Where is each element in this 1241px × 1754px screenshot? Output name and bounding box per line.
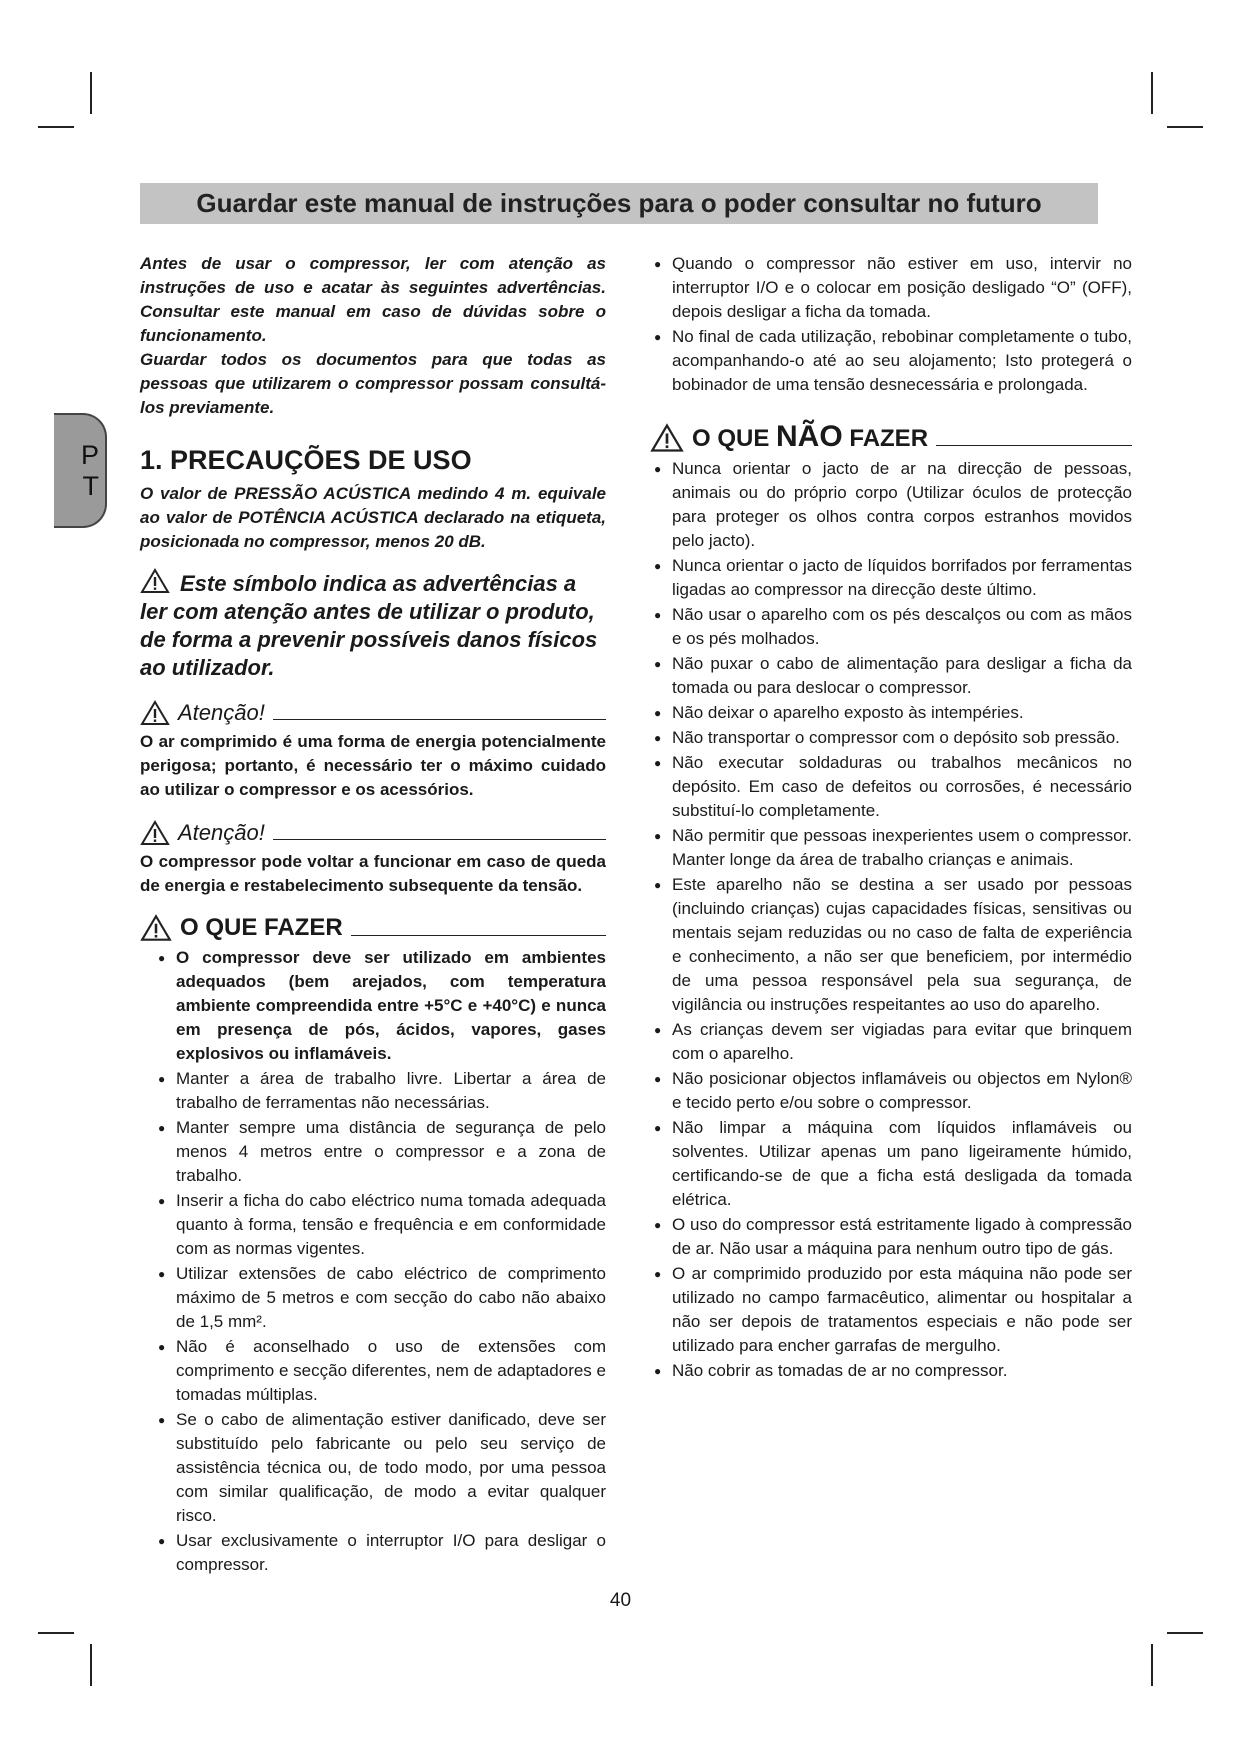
symbol-explanation-text: Este símbolo indica as advertências a ler com atenção antes de utilizar o produto, de forma a prevenir possíveis danos físicos ao utilizador.	[140, 571, 598, 680]
language-tab	[54, 413, 107, 528]
warning-triangle-icon	[140, 700, 170, 726]
attention-text: O ar comprimido é uma forma de energia potencialmente perigosa; portanto, é necessário ter o máximo cuidado ao utilizar o compressor e os acessórios.	[140, 732, 606, 799]
do-heading	[140, 914, 606, 942]
title-banner: Guardar este manual de instruções para o poder consultar no futuro	[140, 183, 1098, 224]
heading-rule	[351, 935, 606, 936]
crop-mark	[90, 1644, 92, 1686]
dont-title-part: FAZER	[842, 425, 929, 452]
crop-mark	[1167, 1632, 1203, 1634]
do-list	[140, 946, 606, 1577]
symbol-explanation	[140, 568, 606, 682]
dont-heading	[650, 420, 1132, 453]
attention-heading	[140, 700, 606, 726]
attention-text: O compressor pode voltar a funcionar em caso de queda de energia e restabelecimento subsequente da tensão.	[140, 852, 606, 895]
list-item: ● Não é aconselhado o uso de extensões com comprimento e secção diferentes, nem de adaptadores e tomadas múltiplas.	[154, 1335, 606, 1407]
list-item: ● Manter a área de trabalho livre. Libertar a área de trabalho de ferramentas não necessárias.	[154, 1067, 606, 1115]
warning-triangle-icon	[140, 568, 170, 594]
dont-title-emphasis: NÃO	[776, 420, 843, 453]
list-item: ● Inserir a ficha do cabo eléctrico numa tomada adequada quanto à forma, tensão e frequência e em conformidade com as normas vigentes.	[154, 1189, 606, 1261]
heading-rule	[936, 445, 1132, 446]
intro-text: Antes de usar o compressor, ler com atenção as instruções de uso e acatar às seguintes advertências. Consultar este manual em caso de dúvidas sobre o funcionamento.	[140, 254, 606, 345]
crop-mark	[1151, 1644, 1153, 1686]
section-title: 1. PRECAUÇÕES DE USO	[140, 445, 472, 475]
list-item: ● Nunca orientar o jacto de ar na direcção de pessoas, animais ou do próprio corpo (Utilizar óculos de protecção para proteger os olhos contra corpos estranhos movidos pelo jacto).	[650, 457, 1132, 553]
right-column	[650, 252, 1132, 1384]
list-item: ● Não posicionar objectos inflamáveis ou objectos em Nylon® e tecido perto e/ou sobre o compressor.	[650, 1067, 1132, 1115]
list-item: ● O compressor deve ser utilizado em ambientes adequados (bem arejados, com temperatura ambiente compreendida entre +5°C e +40°C) e nunca em presença de pós, ácidos, vapores, gases explosivos ou inflamáveis.	[154, 946, 606, 1066]
dont-title	[692, 420, 929, 453]
list-item: ● As crianças devem ser vigiadas para evitar que brinquem com o aparelho.	[650, 1018, 1132, 1066]
list-item: ● O uso do compressor está estritamente ligado à compressão de ar. Não usar a máquina para nenhum outro tipo de gás.	[650, 1213, 1132, 1261]
list-item: ● Não permitir que pessoas inexperientes usem o compressor. Manter longe da área de trabalho crianças e animais.	[650, 824, 1132, 872]
dont-list	[650, 457, 1132, 1383]
crop-mark	[1167, 126, 1203, 128]
list-item: ● No final de cada utilização, rebobinar completamente o tubo, acompanhando-o até ao seu alojamento; Isto protegerá o bobinador de uma tensão desnecessária e prolongada.	[650, 325, 1132, 397]
list-item: ● Utilizar extensões de cabo eléctrico de comprimento máximo de 5 metros e com secção do cabo não abaixo de 1,5 mm².	[154, 1262, 606, 1334]
list-item: ● Este aparelho não se destina a ser usado por pessoas (incluindo crianças) cujas capacidades físicas, sensitivas ou mentais sejam reduzidas ou no caso de falta de experiência e conhecimento, a não ser que beneficiem, por intermédio de uma pessoa responsável pela sua segurança, de vigilância ou instruções respeitantes ao uso do aparelho.	[650, 873, 1132, 1017]
list-item: ● Não limpar a máquina com líquidos inflamáveis ou solventes. Utilizar apenas um pano ligeiramente húmido, certificando-se de que a ficha está desligada da tomada elétrica.	[650, 1116, 1132, 1212]
list-item: ● Não cobrir as tomadas de ar no compressor.	[650, 1359, 1132, 1383]
language-tab-letter: P	[80, 440, 99, 471]
list-item: ● Nunca orientar o jacto de líquidos borrifados por ferramentas ligadas ao compressor na direcção deste último.	[650, 554, 1132, 602]
list-item: ● Não puxar o cabo de alimentação para desligar a ficha da tomada ou para deslocar o compressor.	[650, 652, 1132, 700]
acoustic-note: O valor de PRESSÃO ACÚSTICA medindo 4 m. equivale ao valor de POTÊNCIA ACÚSTICA declarado na etiqueta, posicionada no compressor, menos 20 dB.	[140, 484, 606, 551]
attention-heading	[140, 820, 606, 846]
intro-text-2: Guardar todos os documentos para que todas as pessoas que utilizarem o compressor possam consultá-los previamente.	[140, 350, 606, 417]
dont-title-part: O QUE	[692, 425, 777, 452]
crop-mark	[90, 72, 92, 114]
heading-rule	[273, 839, 606, 840]
list-item: ● Quando o compressor não estiver em uso, intervir no interruptor I/O e o colocar em posição desligado “O” (OFF), depois desligar a ficha da tomada.	[650, 252, 1132, 324]
crop-mark	[38, 126, 74, 128]
do-title: O QUE FAZER	[180, 914, 343, 941]
attention-label: Atenção!	[178, 820, 265, 845]
crop-mark	[38, 1632, 74, 1634]
list-item: ● Não executar soldaduras ou trabalhos mecânicos no depósito. Em caso de defeitos ou corrosões, é necessário substituí-lo completamente.	[650, 751, 1132, 823]
language-tab-letter: T	[82, 470, 99, 501]
left-column	[140, 252, 606, 1578]
warning-triangle-icon	[140, 914, 172, 942]
list-item: ● Não transportar o compressor com o depósito sob pressão.	[650, 726, 1132, 750]
warning-triangle-icon	[140, 820, 170, 846]
list-item: ● O ar comprimido produzido por esta máquina não pode ser utilizado no campo farmacêutico, alimentar ou hospitalar a não ser depois de tratamentos especiais e não pode ser utilizado para encher garrafas de mergulho.	[650, 1262, 1132, 1358]
list-item: ● Manter sempre uma distância de segurança de pelo menos 4 metros entre o compressor e a zona de trabalho.	[154, 1116, 606, 1188]
list-item: ● Usar exclusivamente o interruptor I/O para desligar o compressor.	[154, 1529, 606, 1577]
list-item: ● Não usar o aparelho com os pés descalços ou com as mãos e os pés molhados.	[650, 603, 1132, 651]
heading-rule	[273, 719, 606, 720]
list-item: ● Não deixar o aparelho exposto às intempéries.	[650, 701, 1132, 725]
page-number: 40	[609, 1590, 632, 1611]
warning-triangle-icon	[650, 423, 684, 453]
crop-mark	[1151, 72, 1153, 114]
list-item: ● Se o cabo de alimentação estiver danificado, deve ser substituído pelo fabricante ou pelo seu serviço de assistência técnica ou, de todo modo, por uma pessoa com similar qualificação, de modo a evitar qualquer risco.	[154, 1408, 606, 1528]
top-list	[650, 252, 1132, 397]
attention-label: Atenção!	[178, 700, 265, 725]
